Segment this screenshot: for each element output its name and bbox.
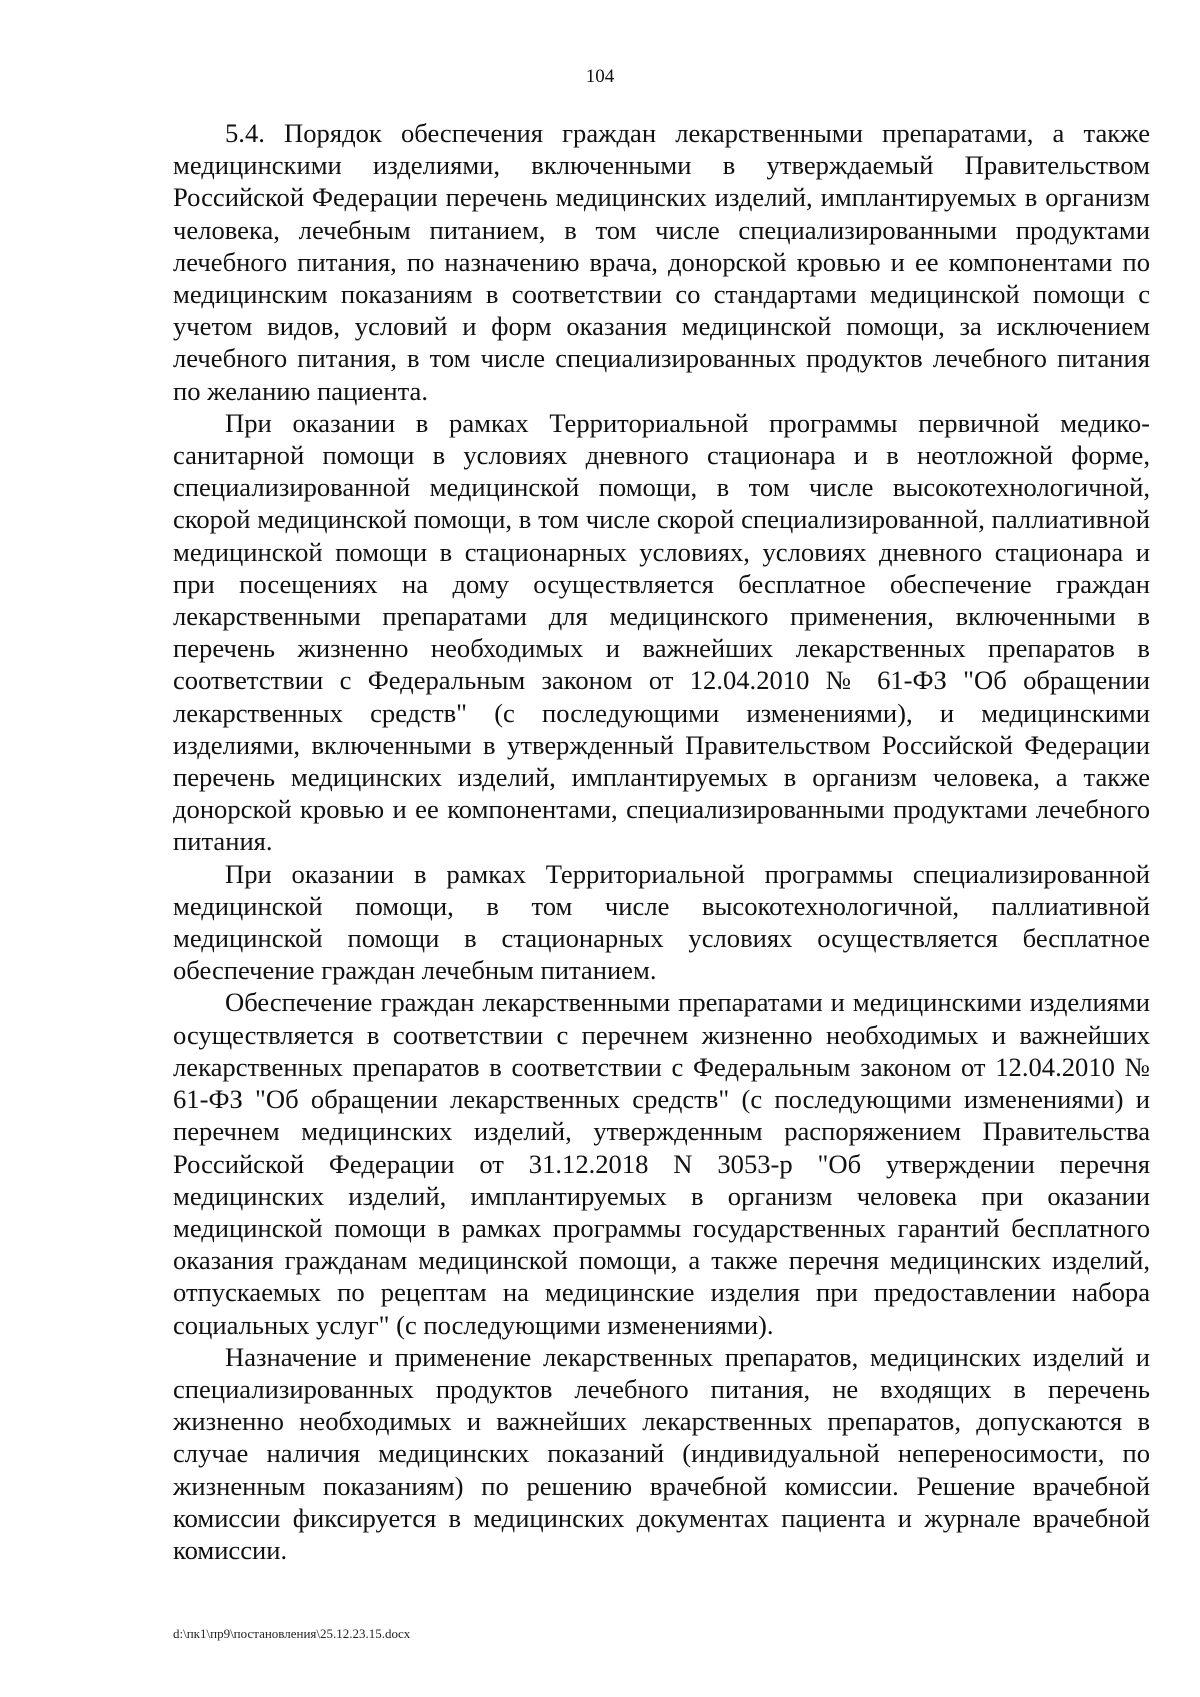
paragraph-supply-lists: Обеспечение граждан лекарственными препаратами и медицинскими изделиями осуществляется в соответствии с перечнем жизненно необходимых и важнейших лекарственных препаратов в соответствии с Федеральным законом от 12.04.2010 № 61-ФЗ "Об обращении лекарственных средств" (с последующими изменениями) и перечнем медицинских изделий, утвержденным распоряжением Правительства Российской Федерации от 31.12.2018 N 3053-р "Об утверждении перечня медицинских изделий, имплантируемых в организм человека при оказании медицинской помощи в рамках программы государственных гарантий бесплатного оказания гражданам медицинской помощи, а также перечня медицинских изделий, отпускаемых по рецептам на медицинские изделия при предоставлении набора социальных услуг" (с последующими изменениями). bbox=[173, 987, 1150, 1340]
paragraph-5-4: 5.4. Порядок обеспечения граждан лекарственными препаратами, а также медицинскими изделиями, включенными в утверждаемый Правительством Российской Федерации перечень медицинских изделий, имплантируемых в организм человека, лечебным питанием, в том числе специализированными продуктами лечебного питания, по назначению врача, донорской кровью и ее компонентами по медицинским показаниям в соответствии со стандартами медицинской помощи с учетом видов, условий и форм оказания медицинской помощи, за исключением лечебного питания, в том числе специализированных продуктов лечебного питания по желанию пациента. bbox=[173, 118, 1150, 406]
paragraph-medical-commission: Назначение и применение лекарственных препаратов, медицинских изделий и специализированных продуктов лечебного питания, не входящих в перечень жизненно необходимых и важнейших лекарственных препаратов, допускаются в случае наличия медицинских показаний (индивидуальной непереносимости, по жизненным показаниям) по решению врачебной комиссии. Решение врачебной комиссии фиксируется в медицинских документах пациента и журнале врачебной комиссии. bbox=[173, 1341, 1150, 1565]
paragraph-therapeutic-nutrition: При оказании в рамках Территориальной программы специализированной медицинской помощи, в том числе высокотехнологичной, паллиативной медицинской помощи в стационарных условиях осуществляется бесплатное обеспечение граждан лечебным питанием. bbox=[173, 858, 1150, 986]
paragraph-primary-care-provision: При оказании в рамках Территориальной программы первичной медико-санитарной помощи в условиях дневного стационара и в неотложной форме, специализированной медицинской помощи, в том числе высокотехнологичной, скорой медицинской помощи, в том числе скорой специализированной, паллиативной медицинской помощи в стационарных условиях, условиях дневного стационара и при посещениях на дому осуществляется бесплатное обеспечение граждан лекарственными препаратами для медицинского применения, включенными в перечень жизненно необходимых и важнейших лекарственных препаратов в соответствии с Федеральным законом от 12.04.2010 № 61-ФЗ "Об обращении лекарственных средств" (с последующими изменениями), и медицинскими изделиями, включенными в утвержденный Правительством Российской Федерации перечень медицинских изделий, имплантируемых в организм человека, а также донорской кровью и ее компонентами, специализированными продуктами лечебного питания. bbox=[173, 407, 1150, 857]
body-text bbox=[173, 117, 1150, 1566]
page-number: 104 bbox=[585, 66, 615, 87]
footer-file-path: d:\пк1\пр9\постановления\25.12.23.15.docx bbox=[173, 1626, 411, 1641]
